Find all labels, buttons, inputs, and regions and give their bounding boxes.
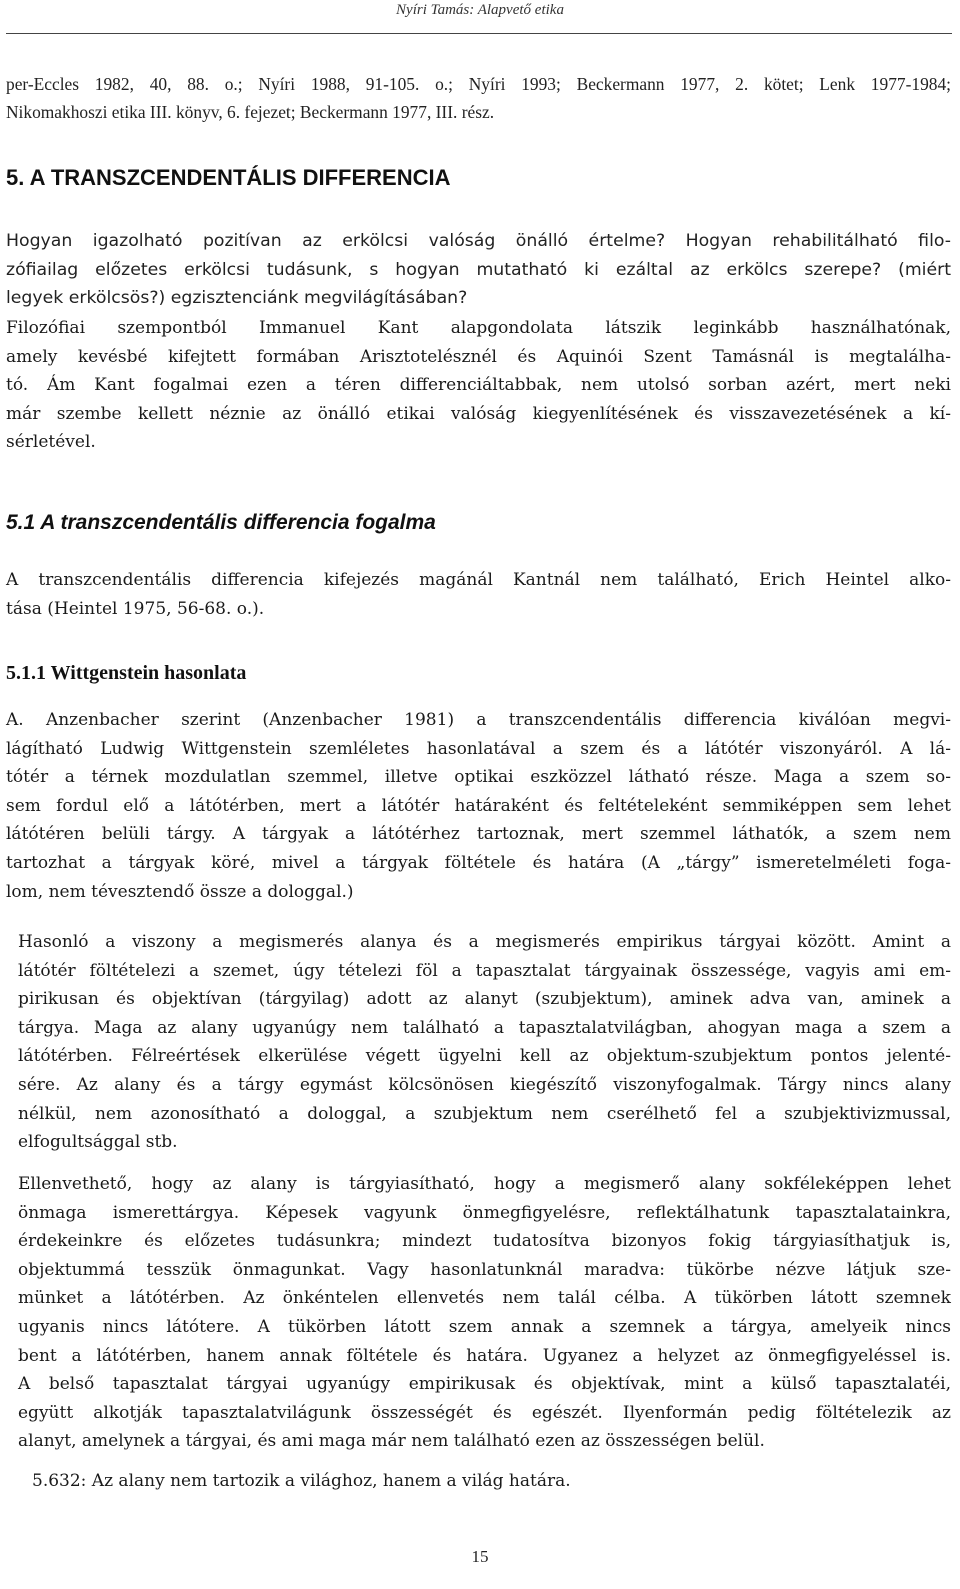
text-line: A belső tapasztalat tárgyai ugyanúgy empirikusak és objektívak, mint a külső tapasztalatéi, [18, 1374, 951, 1395]
text-line: A. Anzenbacher szerint (Anzenbacher 1981) a transzcendentális differencia kiválóan megvi- [6, 710, 951, 730]
text-line: per-Eccles 1982, 40, 88. o.; Nyíri 1988, 91-105. o.; Nyíri 1993; Beckermann 1977, 2. kötet; Lenk 1977-1984; [6, 74, 951, 94]
text-line: legyek erkölcsös?) egzisztenciánk megvilágításában? [6, 288, 468, 308]
subsubsection-heading: 5.1.1 Wittgenstein hasonlata [6, 662, 247, 684]
text-line: alanyt, amelynek a tárgyai, és ami maga már nem található ezen az összességen belül. [18, 1431, 765, 1452]
text-line: tartozhat a tárgyak köré, mivel a tárgyak föltétele és határa (A „tárgy” ismeretelméleti foga- [6, 852, 951, 873]
kant-paragraph [6, 314, 951, 457]
page-number: 15 [471, 1547, 489, 1566]
text-line: Hasonló a viszony a megismerés alanya és a megismerés empirikus tárgyai között. Amint a [18, 932, 951, 952]
text-line: tárgya. Maga az alany ugyanúgy nem található a tapasztalatvilágban, ahogyan maga a szem a [18, 1017, 951, 1038]
header-rule [6, 33, 952, 34]
text-line: tó. Ám Kant fogalmai ezen a téren differenciáltabbak, nem utolsó sorban azért, mert neki [6, 375, 951, 396]
text-line: A transzcendentális differencia kifejezés magánál Kantnál nem található, Erich Heintel alko- [6, 570, 951, 590]
questions-paragraph [6, 227, 951, 313]
text-line: sérletével. [6, 432, 96, 453]
text-line: tótér a térnek mozdulatlan szemmel, illetve optikai eszközzel látható része. Maga a szem so- [6, 767, 951, 788]
subsection-heading: 5.1 A transzcendentális differencia fogalma [6, 511, 436, 534]
text-line: együtt alkotják tapasztalatvilágunk összességét és egészét. Ilyenformán pedig föltételezik az [18, 1402, 951, 1423]
text-line: látótéren belüli tárgy. A tárgyak a látótérhez tartoznak, mert szemmel láthatók, a szem nem [6, 824, 951, 845]
running-head: Nyíri Tamás: Alapvető etika [396, 2, 564, 18]
wittgenstein-quote: 5.632: Az alany nem tartozik a világhoz, hanem a világ határa. [32, 1471, 571, 1491]
text-line: pirikusan és objektívan (tárgyilag) adott az alanyt (szubjektum), aminek adva van, aminek a [18, 989, 951, 1010]
text-line: már szembe kellett néznie az önálló etikai valóság kiegyenlítésének és visszavezetésének a kí- [6, 403, 951, 424]
hasonlo-paragraph [6, 928, 951, 1157]
text-line: Nikomakhoszi etika III. könyv, 6. fejezet; Beckermann 1977, III. rész. [6, 102, 495, 122]
text-line: sem fordul elő a látótérben, mert a látótér határaként és feltételeként semmiképpen sem lehet [6, 795, 951, 816]
ellenvetheto-paragraph [6, 1170, 951, 1456]
text-line: érdekeinkre és előzetes tudásunkra; mindezt tudatosítva bizonyos fokig tárgyiasíthatjuk is, [18, 1231, 951, 1252]
text-line: önmaga ismerettárgya. Képesek vagyunk önmegfigyelésre, reflektálhatunk tapasztalatainkra, [18, 1202, 951, 1223]
section-heading: 5. A TRANSZCENDENTÁLIS DIFFERENCIA [6, 165, 451, 190]
text-line: lágítható Ludwig Wittgenstein szemléletes hasonlatával a szem és a látótér viszonyáról. A lá- [6, 738, 951, 759]
text-line: ugyanis nincs látótere. A tükörben látott szem annak a szemnek a tárgya, amelyeik nincs [18, 1316, 951, 1337]
text-line: Filozófiai szempontból Immanuel Kant alapgondolata látszik leginkább használhatónak, [6, 318, 951, 338]
anzenbacher-paragraph [6, 706, 951, 906]
text-line: Ellenvethető, hogy az alany is tárgyiasítható, hogy a megismerő alany sokféleképpen lehet [18, 1174, 951, 1194]
text-line: objektummá tesszük önmagunkat. Vagy hasonlatunknál maradva: tükörbe nézve látjuk sze- [18, 1259, 951, 1280]
references-paragraph [6, 70, 951, 126]
heintel-paragraph [6, 566, 951, 623]
text-line: látótér föltételezi a szemet, úgy tételezi föl a tapasztalat tárgyainak összessége, vagyis ami em- [18, 960, 951, 981]
text-line: zófiailag előzetes erkölcsi tudásunk, s hogyan mutatható ki ezáltal az erkölcs szerepe? (miért [6, 259, 951, 280]
text-line: münket a látótérben. Az önkéntelen ellenvetés nem talál célba. A tükörben látott szemnek [18, 1288, 951, 1309]
text-line: bent a látótérben, hanem annak föltétele és határa. Ugyanez a helyzet az önmegfigyeléssel is. [18, 1345, 951, 1366]
text-line: amely kevésbé kifejtett formában Arisztotelésznél és Aquinói Szent Tamásnál is megtalálha- [6, 346, 951, 367]
text-line: nélkül, nem azonosítható a dologgal, a szubjektum nem cserélhető fel a szubjektivizmussal, [18, 1103, 951, 1124]
text-line: Hogyan igazolható pozitívan az erkölcsi valóság önálló értelme? Hogyan rehabilitálható filo- [6, 231, 951, 251]
text-line: lom, nem tévesztendő össze a dologgal.) [6, 881, 354, 902]
text-line: látótérben. Félreértések elkerülése végett ügyelni kell az objektum-szubjektum pontos jelenté- [18, 1046, 951, 1067]
text-line: elfogultsággal stb. [18, 1132, 178, 1153]
text-line: sére. Az alany és a tárgy egymást kölcsönösen kiegészítő viszonyfogalmak. Tárgy nincs alany [18, 1074, 951, 1095]
text-line: tása (Heintel 1975, 56-68. o.). [6, 598, 265, 619]
